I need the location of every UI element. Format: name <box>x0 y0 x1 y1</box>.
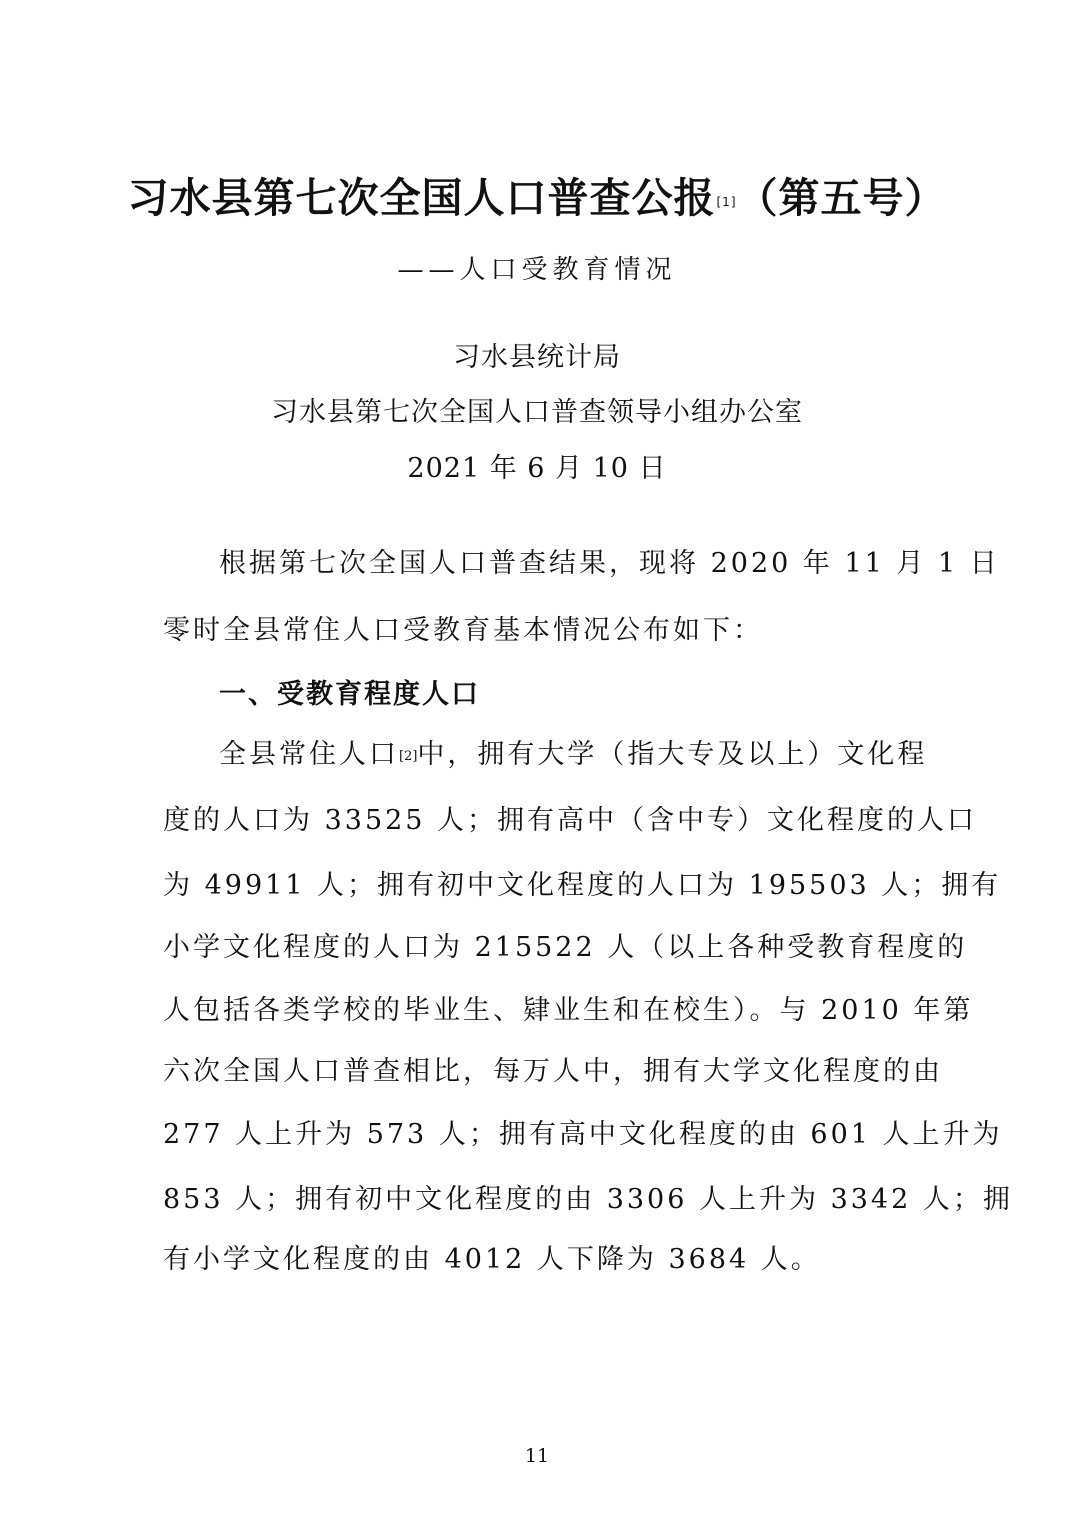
paragraph-line: 人包括各类学校的毕业生、肄业生和在校生）。与 2010 年第 <box>163 995 974 1026</box>
title-issue-number: （第五号） <box>736 174 947 222</box>
paragraph-text: 全县常住人口 <box>219 739 399 770</box>
title-footnote-marker: [1] <box>716 195 737 209</box>
issue-date: 2021 年 6 月 10 日 <box>407 453 667 484</box>
paragraph-line: 为 49911 人；拥有初中文化程度的人口为 195503 人；拥有 <box>163 870 1002 901</box>
section-heading: 一、受教育程度人口 <box>219 679 480 710</box>
document-subtitle: ——人口受教育情况 <box>397 255 677 285</box>
paragraph-line <box>219 735 927 775</box>
paragraph-line: 853 人；拥有初中文化程度的由 3306 人上升为 3342 人；拥 <box>163 1184 1013 1215</box>
page-number: 11 <box>524 1445 550 1467</box>
title-text: 习水县第七次全国人口普查公报 <box>127 174 716 222</box>
intro-line: 根据第七次全国人口普查结果，现将 2020 年 11 月 1 日 <box>219 548 1000 579</box>
paragraph-line: 有小学文化程度的由 4012 人下降为 3684 人。 <box>163 1244 821 1275</box>
paragraph-line: 277 人上升为 573 人；拥有高中文化程度的由 601 人上升为 <box>163 1119 1003 1150</box>
paragraph-line: 小学文化程度的人口为 215522 人（以上各种受教育程度的 <box>163 932 968 963</box>
issuer-statistics-bureau: 习水县统计局 <box>453 342 621 373</box>
paragraph-text: 中，拥有大学（指大专及以上）文化程 <box>417 739 928 770</box>
paragraph-line: 六次全国人口普查相比，每万人中，拥有大学文化程度的由 <box>163 1056 943 1087</box>
issuer-census-office: 习水县第七次全国人口普查领导小组办公室 <box>271 397 803 428</box>
document-title <box>0 168 1074 228</box>
paragraph-line: 度的人口为 33525 人；拥有高中（含中专）文化程度的人口 <box>163 805 978 836</box>
intro-line: 零时全县常住人口受教育基本情况公布如下： <box>163 615 763 646</box>
footnote-marker: [2] <box>399 749 418 764</box>
